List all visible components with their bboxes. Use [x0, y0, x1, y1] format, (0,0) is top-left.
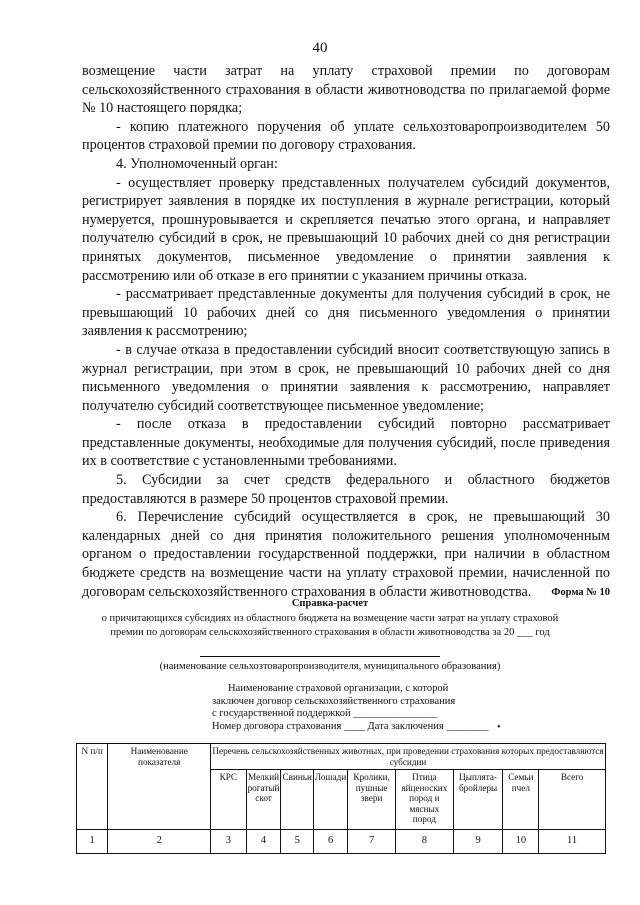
- column-number-cell: 9: [453, 830, 503, 854]
- paragraph: - рассматривает представленные документы для получения субсидий в срок, не превышающий 10 рабочих дней со дня письменного уведомления о принятии заявления к рассмотрению;: [82, 286, 610, 340]
- animals-group-header: Перечень сельскохозяйственных животных, при проведении страхования которых предоставляются субсидии: [211, 744, 606, 770]
- animal-column-header: Кролики, пушные звери: [348, 770, 396, 830]
- animal-column-header: КРС: [211, 770, 247, 830]
- column-number-cell: 10: [503, 830, 539, 854]
- column-number-cell: 6: [313, 830, 347, 854]
- column-number-cell: 3: [211, 830, 247, 854]
- paragraph: - осуществляет проверку представленных получателем субсидий документов, регистрирует заявления в порядке их поступления в журнале регистрации, который нумеруется, прошнуровывается и скрепляется печатью этого органа, и направляет получателю субсидий в срок, не превышающий 10 рабочих дней со дня регистрации принятых документов, письменное уведомление о принятии заявления к рассмотрению или об отказе в его принятии с указанием причины отказа.: [82, 174, 610, 284]
- animal-column-header: Мелкий рогатый скот: [246, 770, 281, 830]
- paragraph: 5. Субсидии за счет средств федерального и областного бюджетов предоставляются в размере 50 процентов страховой премии.: [82, 472, 610, 507]
- column-number-cell: 7: [348, 830, 396, 854]
- col-name-header: Наименование показателя: [108, 744, 211, 830]
- naming-line: [200, 656, 440, 657]
- naming-caption: (наименование сельхозтоваропроизводителя, муниципального образования): [159, 661, 501, 672]
- insurer-line-2: заключен договор сельскохозяйственного страхования: [212, 695, 456, 707]
- form-label: Форма № 10: [551, 587, 610, 598]
- insurer-line-3: с государственной поддержкой ________________: [212, 708, 438, 720]
- form-subtitle-line-1: о причитающихся субсидиях из областного бюджета на возмещение части затрат на уплату страховой: [101, 613, 559, 624]
- column-number-row: [77, 830, 606, 854]
- page-number: 40: [312, 40, 328, 56]
- animal-column-header: Птица яйценоских пород и мясных пород: [395, 770, 453, 830]
- form-subtitle: [60, 612, 600, 639]
- insurer-block: [212, 683, 488, 733]
- paragraph: - копию платежного поручения об уплате сельхозтоваропроизводителем 50 процентов страховой премии по договору страхования.: [82, 118, 610, 154]
- paragraph: 6. Перечисление субсидий осуществляется в срок, не превышающий 30 календарных дней со дня принятия положительного решения уполномоченным органом о предоставлении государственной поддержки, при наличии в областном бюджете средств на возмещение части на уплату страховой премии, начисленной по договорам сельскохозяйственного страхования в области животноводства.: [82, 509, 610, 600]
- column-number-cell: 8: [395, 830, 453, 854]
- column-number-cell: 2: [108, 830, 211, 854]
- animal-column-header: Всего: [539, 770, 606, 830]
- animal-column-header: Семьи пчел: [503, 770, 539, 830]
- paragraph: 4. Уполномоченный орган:: [116, 155, 278, 172]
- stray-dot: •: [497, 722, 501, 733]
- column-number-cell: 11: [539, 830, 606, 854]
- column-number-cell: 4: [246, 830, 281, 854]
- animal-column-header: Цыплята-бройлеры: [453, 770, 503, 830]
- insurer-line-4: Номер договора страхования ____ Дата заключения ________: [212, 720, 489, 732]
- insurer-line-1: Наименование страховой организации, с которой: [228, 683, 449, 694]
- column-number-cell: 5: [281, 830, 313, 854]
- animal-column-header: Свиньи: [281, 770, 313, 830]
- animal-column-header: Лошади: [313, 770, 347, 830]
- column-number-cell: 1: [77, 830, 108, 854]
- paragraph: возмещение части затрат на уплату страховой премии по договорам сельскохозяйственного страхования в области животноводства по прилагаемой форме № 10 настоящего порядка;: [82, 63, 610, 117]
- form-title: Справка-расчет: [291, 598, 369, 609]
- col-number-header: N п/п: [77, 744, 108, 830]
- body-text: [82, 62, 610, 601]
- subsidy-table: [76, 743, 606, 854]
- form-subtitle-line-2: премии по договорам сельскохозяйственного страхования в области животноводства за 20 ___ год: [110, 626, 550, 638]
- paragraph: - в случае отказа в предоставлении субсидий вносит соответствующую запись в журнал регистрации, при этом в срок, не превышающий 10 рабочих дней со дня письменного уведомления о принятии заявления к рассмотрению, направляет получателю субсидий соответствующее письменное уведомление;: [82, 341, 610, 414]
- paragraph: - после отказа в предоставлении субсидий повторно рассматривает представленные документы, необходимые для получения субсидий, после приведения их в соответствие с установленными требованиями.: [82, 416, 610, 470]
